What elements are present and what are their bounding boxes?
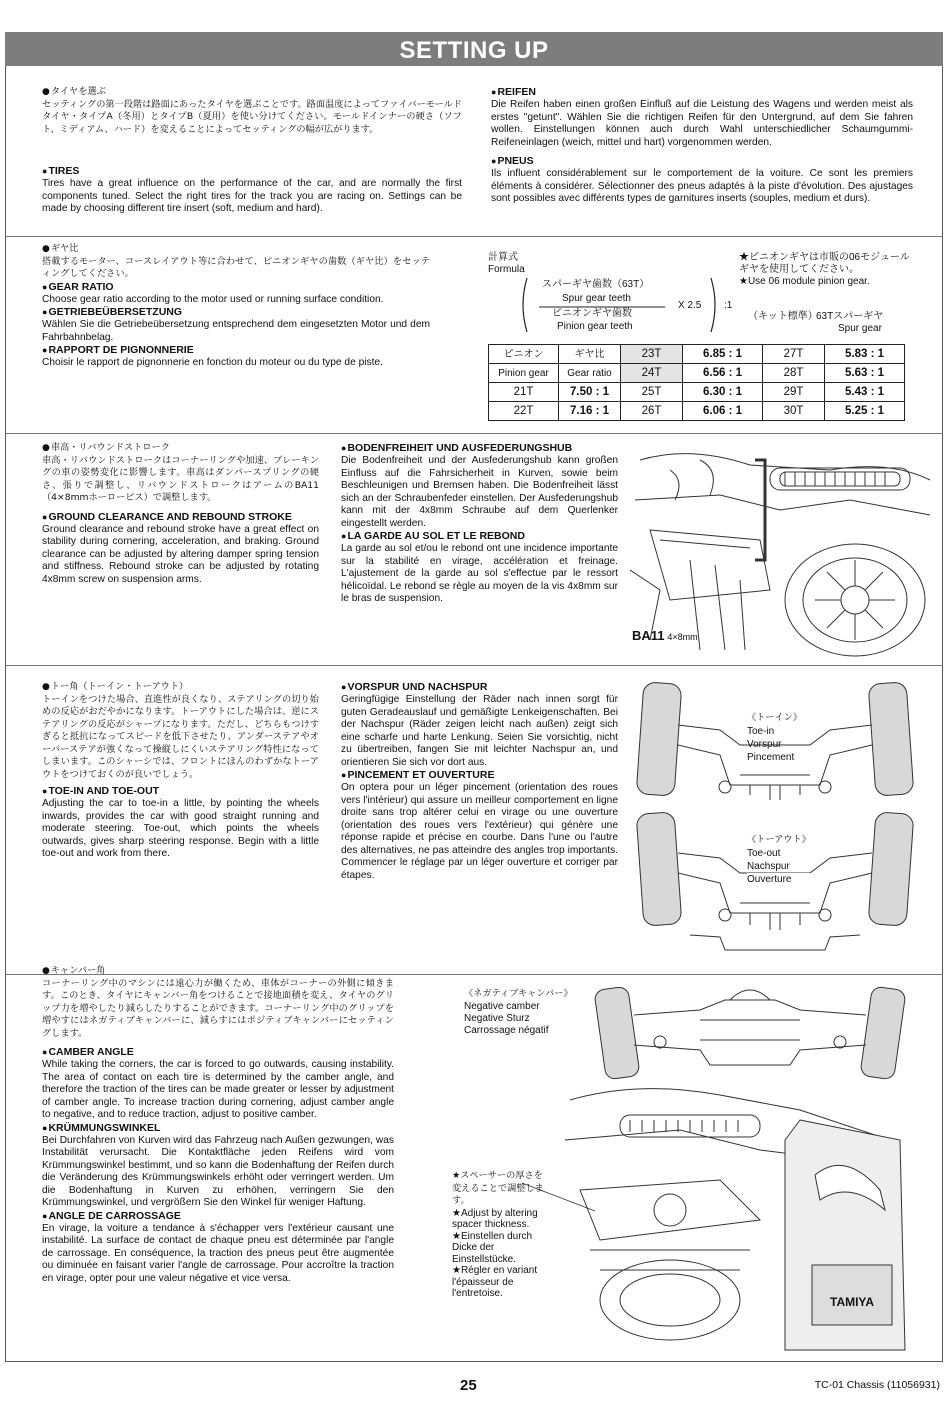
toe-in-labels	[747, 712, 802, 764]
gear-en-heading: ● GEAR RATIO	[42, 281, 430, 294]
neg-camber-label-jp: 《ネガティブキャンバー》	[464, 988, 573, 999]
tires-en-heading: ● TIRES	[42, 165, 462, 178]
camber-fr-heading: ● ANGLE DE CARROSSAGE	[42, 1210, 394, 1223]
ground-right	[341, 442, 618, 606]
tires-de-text: Die Reifen haben einen großen Einfluß auf die Leistung des Wagens und werden meist als erstes "getunt". Wählen Sie die richtigen Reifen für den Untergrund, auf dem Sie fahren wollen. Einstellungen können auch durch Wahl unterschiedlicher Schaumgummi-Reifeneinlagen (weich, mittel und hart) vorgenommen werden.	[491, 99, 913, 148]
tires-en-text: Tires have a great influence on the performance of the car, and are normally the first components tuned. Select the right tires for the track you are racing on. Settings can be made by choosing different tire insert (soft, medium and hard).	[42, 178, 462, 214]
camber-en-heading: ● CAMBER ANGLE	[42, 1046, 394, 1059]
chassis-illustration	[560, 1080, 920, 1355]
table-header-pinion-jp: ピニオン	[489, 345, 559, 364]
toe-en-text: Adjusting the car to toe-in a little, by pointing the wheels inwards, provides the car with good straight running and moderate steering. Toe-out, which points the wheels outwards, gives sharp steering response. Begin with a little toe-out and work from there.	[42, 798, 319, 859]
tires-fr-text: Ils influent considérablement sur le comportement de la voiture. Ce sont les premiers éléments à considérer. Sélectionner des pneus adaptés à la piste d'évolution. Des ajustages sont possibles avec différents types de garnitures inserts (souples, medium et durs).	[491, 168, 913, 204]
toe-in-label-jp: 《トーイン》	[747, 712, 803, 723]
table-cell-teeth: 23T	[621, 345, 683, 364]
spur-63t-jp: 63Tスパーギヤ	[816, 311, 884, 322]
table-cell-teeth: 27T	[763, 345, 825, 364]
ground-fr-heading: ● LA GARDE AU SOL ET LE REBOND	[341, 530, 618, 543]
gear-ratio-table	[488, 344, 905, 421]
section-header	[5, 32, 943, 66]
part-code-ba11	[632, 630, 698, 644]
gear-fr-heading: ● RAPPORT DE PIGNONNERIE	[42, 344, 430, 357]
negative-camber-labels	[464, 988, 573, 1037]
formula-pinion-en: Pinion gear teeth	[557, 321, 633, 332]
toe-out-labels	[747, 834, 811, 886]
formula-spur-jp: スパーギヤ歯数（63T）	[542, 279, 650, 290]
ground-de-text: Die Bodenfreiheit und der Ausfederungshub kann großen Einfluss auf die Fahrsicherheit in Kurven, sowie beim Beschleunigen und Bremsen haben. Die Bodenfreiheit lässt sich an der Schraubenfeder einstellen. Der Ausfederungshub kann mit der 4x8mm Schraube auf dem Querlenker eingestellt werden.	[341, 455, 618, 529]
neg-camber-label-en: Negative camber	[464, 1000, 540, 1012]
tires-en	[42, 165, 462, 216]
formula-en: Formula	[488, 264, 525, 275]
toe-out-label-jp: 《トーアウト》	[747, 834, 811, 845]
table-cell-ratio: 7.50 : 1	[559, 383, 621, 402]
spacer-note-de: ★Einstellen durch Dicke der Einstellstücke.	[452, 1230, 533, 1265]
divider-2	[5, 433, 943, 434]
tires-de-heading: ● REIFEN	[491, 86, 913, 99]
ground-jp-heading: ● 車高・リバウンドストローク	[42, 442, 319, 455]
formula-multiplier: X 2.5	[678, 300, 702, 311]
tires-de	[491, 86, 913, 149]
table-cell-teeth: 28T	[763, 364, 825, 383]
table-cell-ratio: 5.25 : 1	[825, 402, 905, 421]
gear-jp-heading: ● ギヤ比	[42, 243, 430, 256]
ground-de-heading: ● BODENFREIHEIT UND AUSFEDERUNGSHUB	[341, 442, 618, 455]
table-cell-teeth: 21T	[489, 383, 559, 402]
table-header-pinion-en: Pinion gear	[489, 364, 559, 383]
toe-in-label-fr: Pincement	[747, 751, 802, 764]
tires-fr	[491, 155, 913, 206]
spur-63t-en: Spur gear	[838, 323, 882, 334]
toe-out-label-en: Toe-out	[747, 847, 781, 859]
spacer-note-jp: ★スペーサーの厚さを変えることで調整します。	[452, 1170, 544, 1206]
table-cell-ratio: 5.83 : 1	[825, 345, 905, 364]
table-cell-ratio: 6.56 : 1	[683, 364, 763, 383]
spacer-note-en: ★Adjust by altering spacer thickness.	[452, 1207, 538, 1230]
camber-illustration	[580, 980, 920, 1080]
toe-in-label-de: Vorspur	[747, 738, 782, 750]
brand-tamiya: TAMIYA	[830, 1295, 875, 1309]
table-cell-ratio: 6.06 : 1	[683, 402, 763, 421]
ground-fr-text: La garde au sol et/ou le rebond ont une incidence importante sur la stabilité en virage, accélération et freinage. L'ajustement de la garde au sol s'effectue par le ressort hélicoïdal. Le rebond se règle au moyen de la vis 4x8mm sur le bras de suspension.	[341, 543, 618, 604]
formula-ratio-suffix: :1	[724, 300, 733, 311]
neg-camber-label-de: Negative Sturz	[464, 1012, 530, 1024]
toe-left	[42, 681, 319, 861]
ground-clearance-illustration	[630, 440, 935, 658]
ground-jp-text: 車高・リバウンドストロークはコーナーリングや加速、ブレーキングの車の姿勢変化に影響します。車高はダンパースプリングの硬さ、張りで調整し、リバウンドストロークはアームのBA11（4×8mmホーロービス）で調整します。	[42, 454, 319, 503]
gear-fr-text: Choisir le rapport de pignonnerie en fonction du moteur ou du type de piste.	[42, 357, 383, 368]
divider-1	[5, 236, 943, 237]
toe-in-label-en: Toe-in	[747, 725, 775, 737]
gear-jp-text: 搭載するモーター、コースレイアウト等に合わせて、ピニオンギヤの歯数（ギヤ比）をセッティングしてください。	[42, 255, 430, 279]
formula-spur-en: Spur gear teeth	[562, 293, 631, 304]
table-cell-teeth: 25T	[621, 383, 683, 402]
camber-de-text: Bei Durchfahren von Kurven wird das Fahrzeug nach Außen gezwungen, was Instabilität verursacht. Die Kontaktfläche jeden Reifens wird vom Krümmungswinkel bestimmt, und so kann die Bodenhaftung der Reifen durch die Veränderung des Krümmungswinkels erhöht oder verringert werden. Um die Bodenhaftung in Kurven zu erhöhen, verringern Sie den Krümmungswinkel, und vergrößern Sie den Winkel für weniger Haftung.	[42, 1134, 394, 1208]
part-code-label: BA11	[632, 628, 665, 643]
camber-text	[42, 965, 394, 1285]
table-header-ratio-jp: ギヤ比	[559, 345, 621, 364]
camber-jp-heading: ● キャンバー角	[42, 965, 394, 978]
table-cell-teeth: 22T	[489, 402, 559, 421]
gear-de-heading: ● GETRIEBEÜBERSETZUNG	[42, 306, 430, 319]
gear-en-text: Choose gear ratio according to the motor used or running surface condition.	[42, 293, 384, 305]
camber-en-text: While taking the corners, the car is forced to go outwards, causing instability. The area of contact on each tire is determined by the camber angle, and therefore the traction of the tires can be made greater or lesser by adjustment of camber angle. To increase traction during cornering, adjust camber angle to negative, and to reduce traction, adjust to positive camber.	[42, 1059, 394, 1120]
ground-left	[42, 442, 319, 586]
table-cell-teeth: 30T	[763, 402, 825, 421]
toe-de-heading: ● VORSPUR UND NACHSPUR	[341, 681, 618, 694]
pinion-note-jp: ★ピニオンギヤは市販の06モジュールギヤを使用してください。	[739, 252, 910, 275]
kit-standard-label: （キット標準）	[748, 311, 818, 322]
table-cell-ratio: 5.43 : 1	[825, 383, 905, 402]
model-code: TC-01 Chassis (11056931)	[814, 1379, 940, 1391]
tires-fr-heading: ● PNEUS	[491, 155, 913, 168]
formula-jp: 計算式	[488, 252, 518, 263]
camber-fr-text: En virage, la voiture a tendance à s'échapper vers l'extérieur causant une instabilité. La surface de contact de chaque pneu est déterminée par l'angle de carrossage. En conséquence, la traction des pneus peut être augmentée ou diminuée en faisant varier l'angle de carrossage. Pour accroître la traction en virage, opter pour une valeur négative et vice versa.	[42, 1222, 394, 1284]
toe-right	[341, 681, 618, 882]
table-cell-teeth: 29T	[763, 383, 825, 402]
tires-jp	[42, 86, 462, 136]
ground-en-heading: ● GROUND CLEARANCE AND REBOUND STROKE	[42, 511, 319, 524]
page-title: SETTING UP	[399, 37, 549, 64]
toe-en-heading: ● TOE-IN AND TOE-OUT	[42, 785, 319, 798]
neg-camber-label-fr: Carrossage négatif	[464, 1024, 549, 1036]
table-cell-ratio: 7.16 : 1	[559, 402, 621, 421]
table-cell-ratio: 5.63 : 1	[825, 364, 905, 383]
camber-jp-text: コーナーリング中のマシンには遠心力が働くため、車体がコーナーの外側に傾きます。このとき、タイヤにキャンバー角をつけることで接地面積を変え、タイヤのグリップ力を増やしたり減らしたりすることができます。コーナーリング中のグリップを増やすにはネガティブキャンバーに、減らすにはポジティブキャンバーにセッティングします。	[42, 977, 394, 1039]
table-header-ratio-en: Gear ratio	[559, 364, 621, 383]
ground-en-text: Ground clearance and rebound stroke have a great effect on stability during cornering, acceleration, and braking. Ground clearance can be adjusted by altering damper spring tension and stiffness. Rebound stroke can be adjusted by rotating 4x8mm screw on suspension arms.	[42, 523, 319, 585]
formula-pinion-jp: ピニオンギヤ歯数	[552, 308, 632, 319]
tires-jp-text: セッティングの第一段階は路面にあったタイヤを選ぶことです。路面温度によってファイバーモールドタイヤ・タイプA（冬用）とタイプB（夏用）を使い分けてください。モールドインナーの硬さ（ソフト、ミディアム、ハード）を変えることによってセッティングの幅が広がります。	[42, 98, 462, 135]
spacer-note-fr: ★Régler en variant l'épaisseur de l'entretoise.	[452, 1265, 538, 1299]
toe-fr-heading: ● PINCEMENT ET OUVERTURE	[341, 769, 618, 782]
table-cell-teeth: 26T	[621, 402, 683, 421]
table-cell-ratio: 6.85 : 1	[683, 345, 763, 364]
toe-de-text: Geringfügige Einstellung der Räder nach innen sorgt für guten Geradeauslauf und gemäßigte Lenkeigenschaften. Bei der Nachspur (Räder zeigen leicht nach außen) zeigt sich eine scharfe und harte Lenkung. Seien Sie vorsichtig, nicht zu übertreiben, fangen Sie mit leichter Nachspur an, und orientieren Sie sich vor dort aus.	[341, 694, 618, 768]
gear-text	[42, 243, 430, 370]
part-size-label: 4×8mm	[667, 632, 698, 642]
pinion-note-en: ★Use 06 module pinion gear.	[739, 276, 870, 287]
toe-fr-text: On optera pour un léger pincement (orientation des roues vers l'intérieur) qui assure un meilleur comportement en ligne droite sans trop altérer celui en virage ou une ouverture (orientation des roues vers l'extérieur) qui génère une réponse rapide et précise en courbe. Dans l'une ou l'autre des alternatives, ne pas atteindre des angles trop importants. Commencer le réglage par un léger ouverture et corriger par étapes.	[341, 782, 618, 881]
divider-3	[5, 665, 943, 666]
spacer-note	[452, 1170, 547, 1300]
table-cell-ratio: 6.30 : 1	[683, 383, 763, 402]
camber-de-heading: ● KRÜMMUNGSWINKEL	[42, 1122, 394, 1135]
toe-out-label-de: Nachspur	[747, 860, 790, 872]
tires-jp-heading: ● タイヤを選ぶ	[42, 86, 462, 99]
toe-out-label-fr: Ouverture	[747, 873, 811, 886]
toe-jp-heading: ● トー角（トーイン・トーアウト）	[42, 681, 319, 694]
page-number: 25	[460, 1377, 477, 1394]
gear-de-text: Wählen Sie die Getriebeübersetzung entsprechend dem eingesetzten Motor und dem Fahrbahnbelag.	[42, 319, 430, 343]
toe-jp-text: トーインをつけた場合、直進性が良くなり、ステアリングの切り始めの反応がおだやかになります。トーアウトにした場合は、逆にステアリングの反応がシャープになります。ただし、どちらもつけすぎると抵抗になってスピードを低下させたり、アンダーステアやオーバーステアが強くなって操縦しにくいステアリング特性になってしまいます。このシャーシでは、フロントにほんのわずかなトーアウトをつけておくのが良いでしょう。	[42, 693, 319, 780]
table-cell-teeth: 24T	[621, 364, 683, 383]
